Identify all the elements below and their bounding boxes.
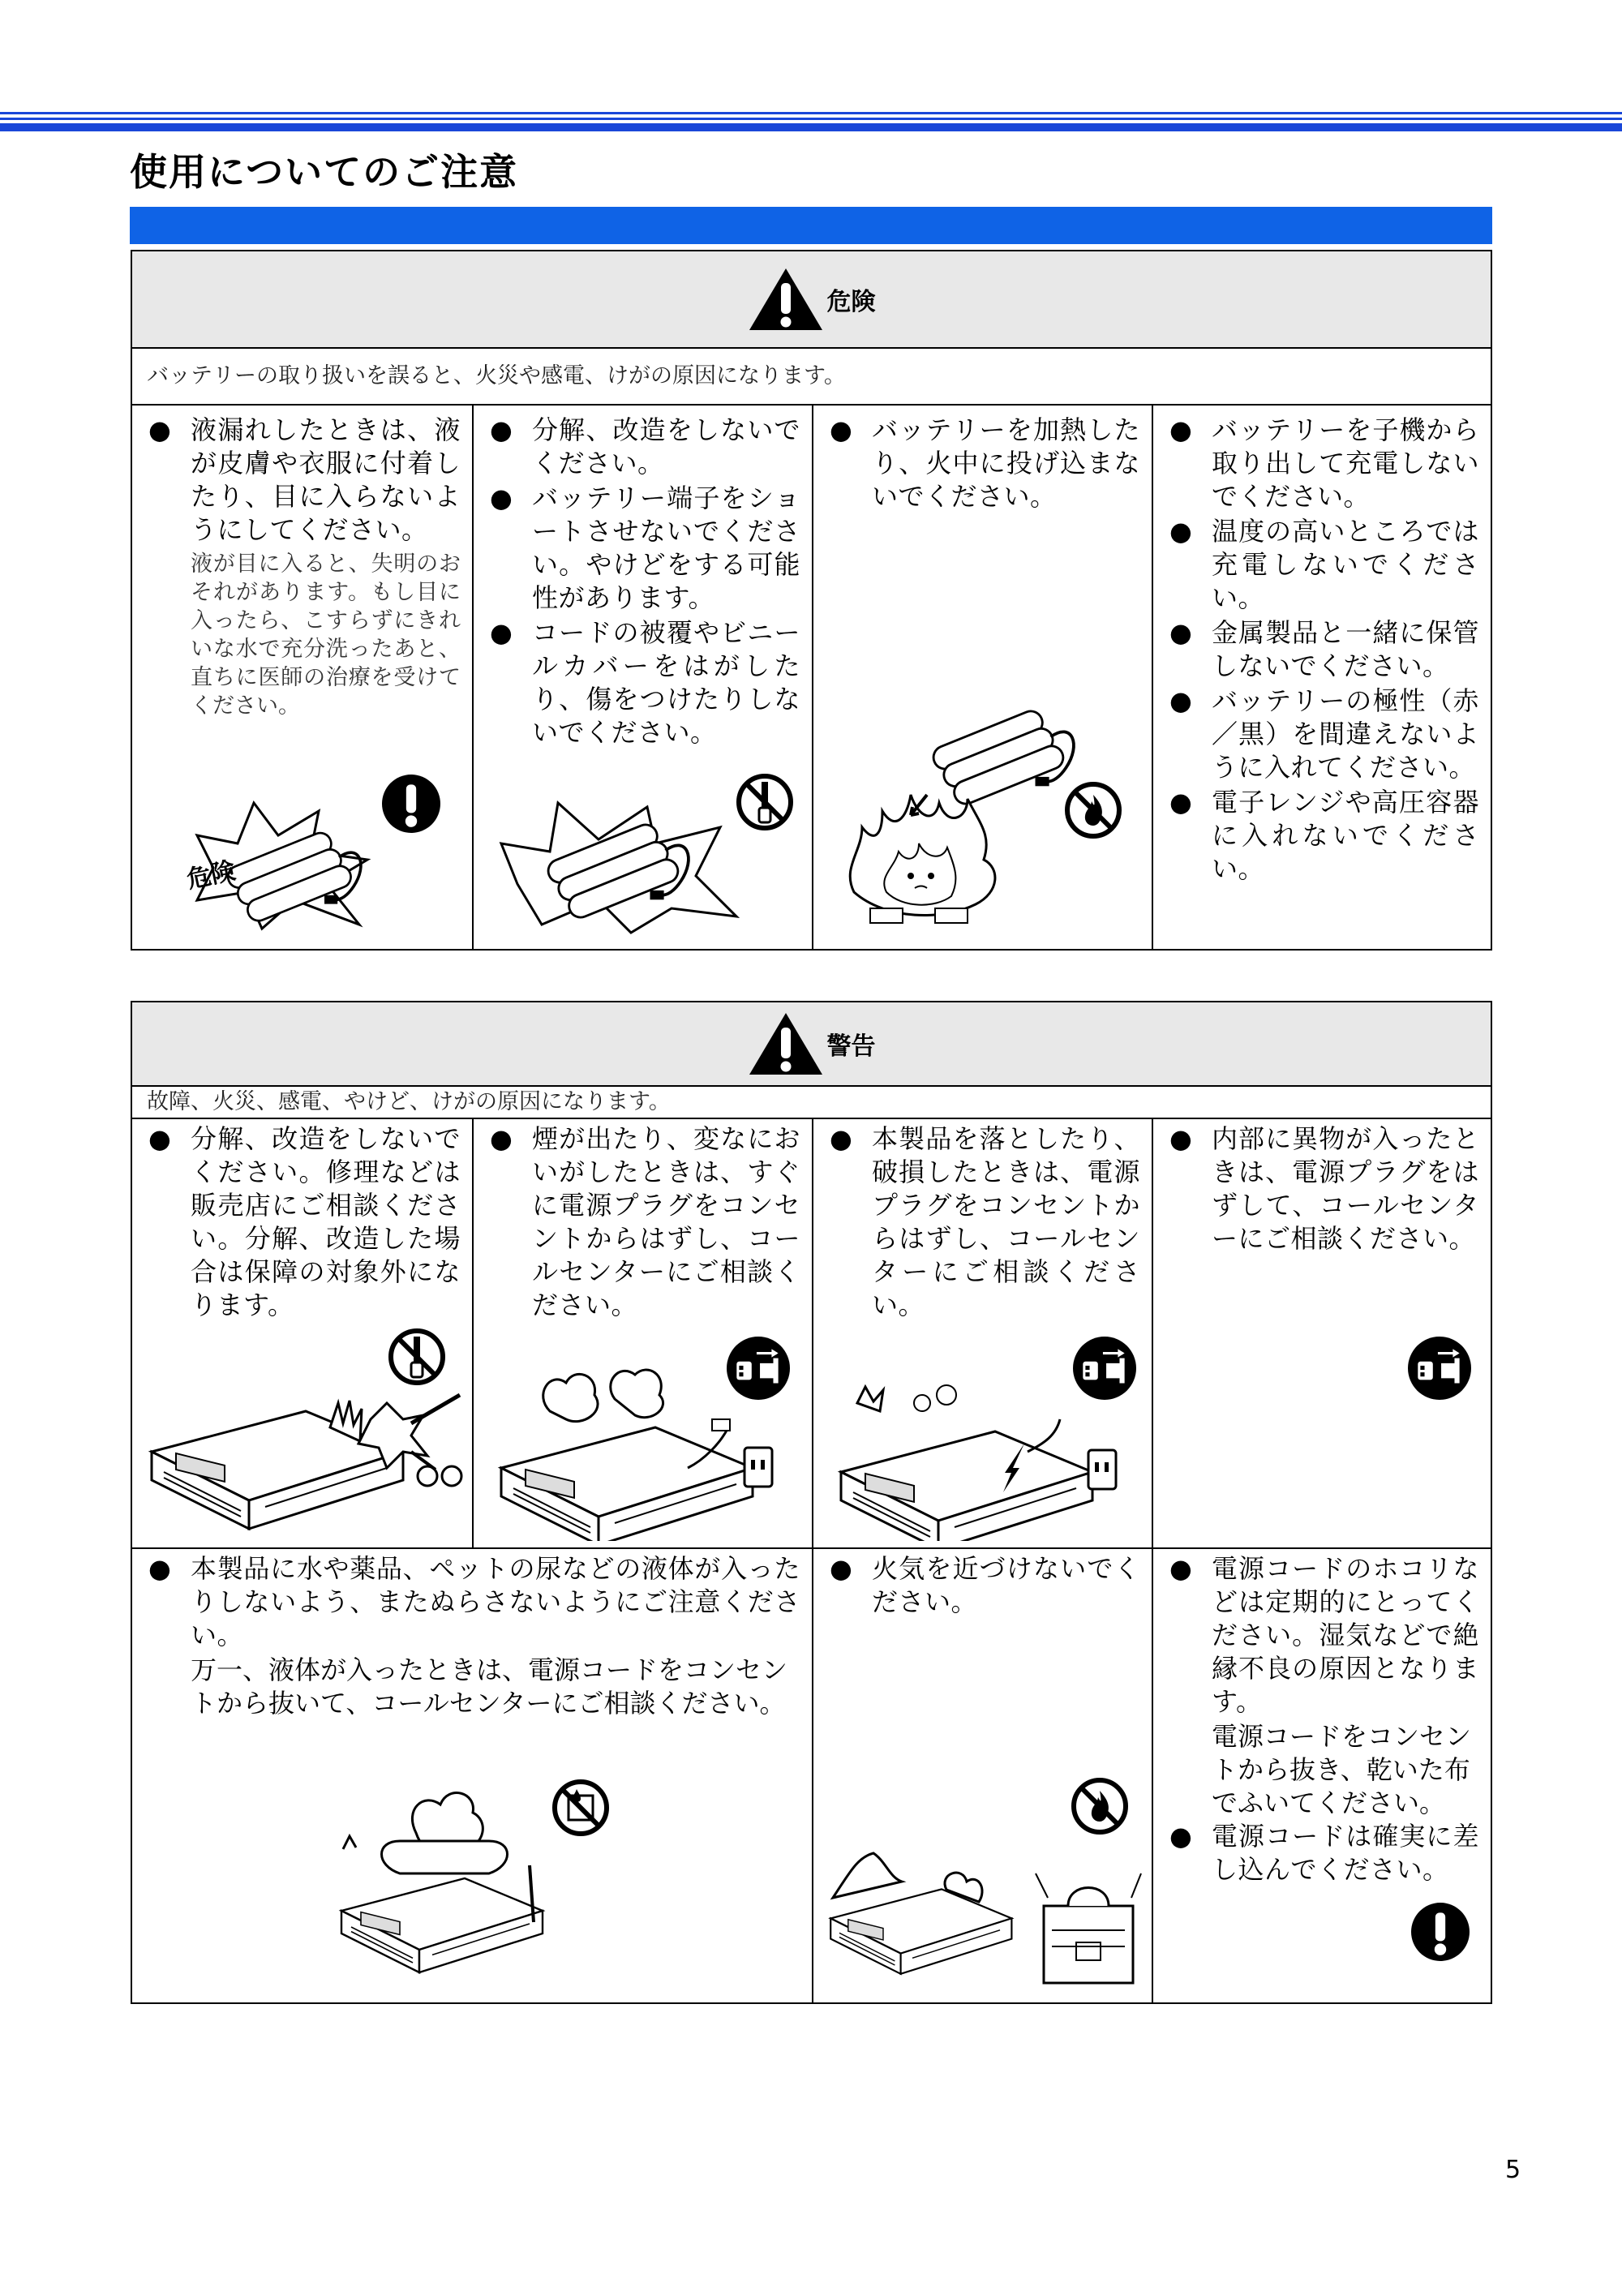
danger-header bbox=[132, 251, 1491, 349]
warning-header bbox=[132, 1002, 1491, 1087]
warning-r1c2-item: ● 煙が出たり、変なにおいがしたときは、すぐに電源プラグをコンセントからはずし、コールセンターにご相談ください。 bbox=[474, 1122, 812, 1322]
title-bar bbox=[130, 207, 1492, 244]
danger-illus-label: 危険 bbox=[184, 856, 238, 895]
no-disassemble-icon bbox=[387, 1327, 447, 1387]
printer-liquid-illustration bbox=[327, 1784, 570, 1995]
danger-col-3 bbox=[813, 406, 1153, 949]
warning-r2c1 bbox=[132, 1549, 813, 2002]
danger-col2-item3: ● コードの被覆やビニールカバーをはがしたり、傷をつけたりしないでください。 bbox=[474, 616, 812, 749]
warning-r2c4-cont: 電源コードをコンセントから抜き、乾いた布でふいてください。 bbox=[1212, 1721, 1472, 1818]
warning-intro: 故障、火災、感電、やけど、けがの原因になります。 bbox=[132, 1087, 1491, 1119]
printer-disassemble-illustration bbox=[144, 1379, 468, 1533]
warning-r1c2 bbox=[474, 1119, 813, 1549]
danger-col2-item2: ● バッテリー端子をショートさせないでください。やけどをする可能性があります。 bbox=[474, 482, 812, 615]
page-title: 使用についてのご注意 bbox=[130, 150, 519, 194]
battery-leak-illustration bbox=[181, 795, 392, 933]
page-number: 5 bbox=[1505, 2156, 1521, 2184]
danger-label: 危険 bbox=[826, 288, 876, 316]
danger-intro: バッテリーの取り扱いを誤ると、火災や感電、けがの原因になります。 bbox=[132, 349, 1491, 406]
danger-col1-note: 液が目に入ると、失明のおそれがあります。もし目に入ったら、こすらずにきれいな水で充分洗ったあと、直ちに医師の治療を受けてください。 bbox=[191, 551, 461, 719]
header-rule bbox=[0, 112, 1622, 131]
warning-r2c3-item: ● 火気を近づけないでください。 bbox=[813, 1552, 1152, 1619]
warning-r1c1-item: ● 分解、改造をしないでください。修理などは販売店にご相談ください。分解、改造した場合は保障の対象外になります。 bbox=[132, 1122, 472, 1322]
danger-col4-item3: ● 金属製品と一緒に保管しないでください。 bbox=[1153, 616, 1491, 683]
danger-col-1 bbox=[132, 406, 474, 949]
danger-panel bbox=[131, 250, 1492, 951]
battery-short-illustration bbox=[493, 795, 744, 937]
warning-panel bbox=[131, 1001, 1492, 2004]
warning-r1c1 bbox=[132, 1119, 474, 1549]
warning-r1c4-item: ● 内部に異物が入ったときは、電源プラグをはずして、コールセンターにご相談ください。 bbox=[1153, 1122, 1491, 1255]
danger-col4-item4: ● バッテリーの極性（赤／黒）を間違えないように入れてください。 bbox=[1153, 685, 1491, 784]
unplug-icon bbox=[1408, 1337, 1471, 1400]
fire-illustration bbox=[838, 787, 1016, 933]
danger-col4-item1: ● バッテリーを子機から取り出して充電しないでください。 bbox=[1153, 414, 1491, 513]
danger-col1-item1: ● 液漏れしたときは、液が皮膚や衣服に付着したり、目に入らないようにしてください。 bbox=[132, 414, 472, 547]
warning-r1c4 bbox=[1153, 1119, 1491, 1549]
warning-r1c3-item: ● 本製品を落としたり、破損したときは、電源プラグをコンセントからはずし、コールセンターにご相談ください。 bbox=[813, 1122, 1152, 1322]
danger-col3-item1: ● バッテリーを加熱したり、火中に投げ込まないでください。 bbox=[813, 414, 1152, 513]
warning-r2c4 bbox=[1153, 1549, 1491, 2002]
warning-triangle-icon bbox=[748, 1010, 824, 1078]
warning-r2c1-cont: 万一、液体が入ったときは、電源コードをコンセントから抜いて、コールセンターにご相談ください。 bbox=[191, 1654, 788, 1719]
warning-r2c4-item1: ● 電源コードのホコリなどは定期的にとってください。湿気などで絶縁不良の原因となります。 bbox=[1153, 1552, 1491, 1719]
warning-label: 警告 bbox=[826, 1032, 876, 1061]
warning-triangle-icon bbox=[748, 265, 824, 333]
danger-col4-item5: ● 電子レンジや高圧容器に入れないでください。 bbox=[1153, 786, 1491, 886]
warning-r1c3 bbox=[813, 1119, 1153, 1549]
warning-r2c4-item2: ● 電源コードは確実に差し込んでください。 bbox=[1153, 1820, 1491, 1886]
danger-col-2 bbox=[474, 406, 813, 949]
printer-smoke-illustration bbox=[485, 1363, 809, 1541]
mandatory-icon bbox=[1411, 1903, 1470, 1961]
printer-heater-illustration bbox=[825, 1841, 1149, 1995]
danger-col2-item1: ● 分解、改造をしないでください。 bbox=[474, 414, 812, 480]
warning-r2c1-item: ● 本製品に水や薬品、ペットの尿などの液体が入ったりしないよう、またぬらさないようにご注意ください。 bbox=[132, 1552, 812, 1652]
warning-r2c3 bbox=[813, 1549, 1153, 2002]
danger-col-4 bbox=[1153, 406, 1491, 949]
no-fire-icon bbox=[1070, 1776, 1130, 1836]
danger-col4-item2: ● 温度の高いところでは充電しないでください。 bbox=[1153, 515, 1491, 615]
printer-damaged-illustration bbox=[825, 1371, 1149, 1541]
